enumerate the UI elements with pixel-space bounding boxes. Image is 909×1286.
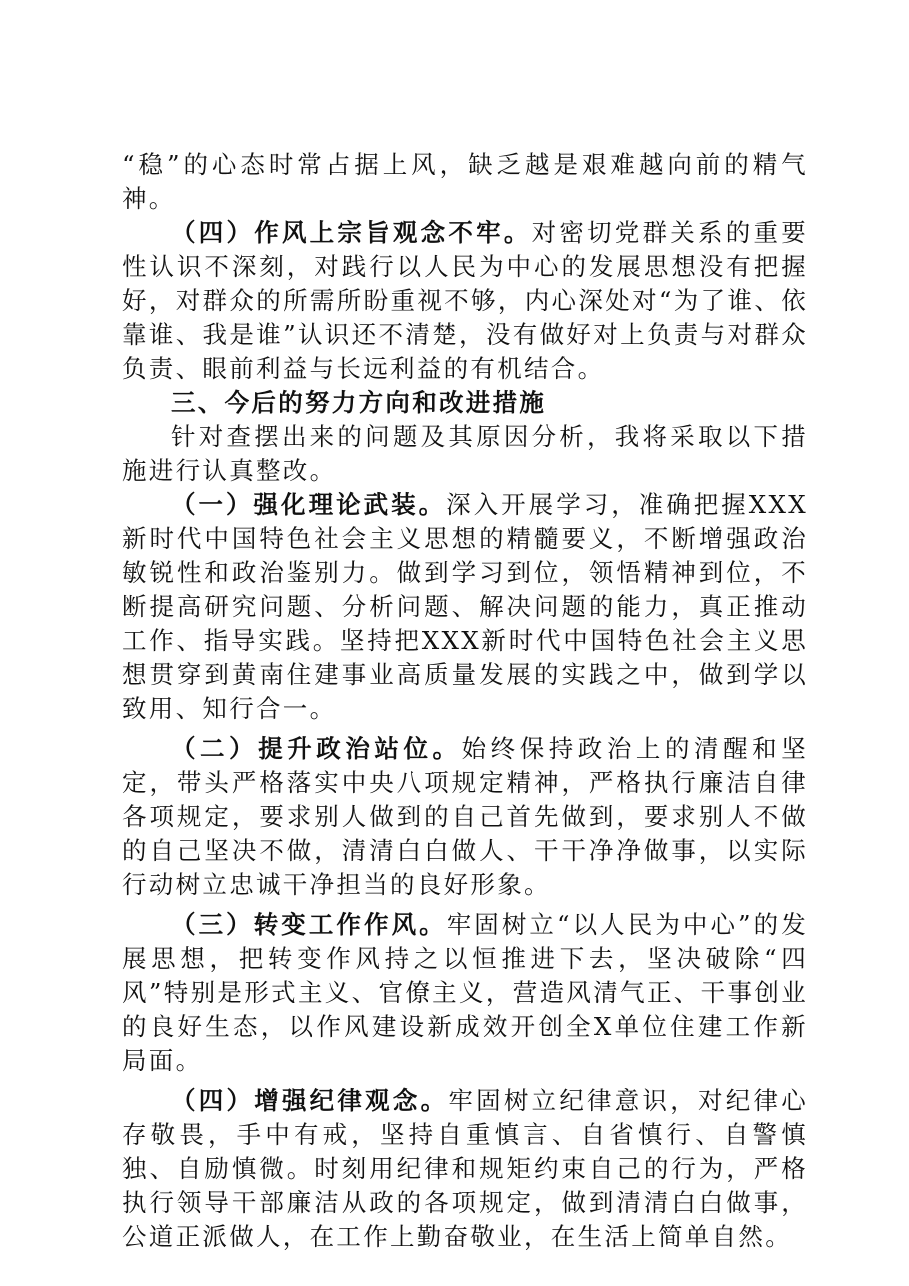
paragraph-lead: （三）转变工作作风。 [171, 910, 447, 939]
paragraph-text: 牢固树立“以人民为中心”的发展思想，把转变作风持之以恒推进下去，坚决破除“四风”特别是形式主义、官僚主义，营造风清气正、干事创业的良好生态，以作风建设新成效开创全X单位住建工作新局面。 [122, 910, 809, 1075]
paragraph-text: “稳”的心态时常占据上风，缺乏越是艰难越向前的精气神。 [122, 150, 808, 213]
paragraph-text: 始终保持政治上的清醒和坚定，带头严格落实中央八项规定精神，严格执行廉洁自律各项规定，要求别人做到的自己首先做到，要求别人不做的自己坚决不做，清清白白做人、干干净净做事，以实际行动树立忠诚干净担当的良好形象。 [122, 734, 809, 899]
paragraph-lead: （二）提升政治站位。 [171, 734, 462, 763]
paragraph-measure-work-style [122, 908, 808, 1078]
paragraph-lead: （四）增强纪律观念。 [171, 1086, 449, 1115]
paragraph-text: 针对查摆出来的问题及其原因分析，我将采取以下措施进行认真整改。 [122, 422, 808, 485]
paragraph-section-intro [122, 420, 808, 488]
paragraph-work-style-issue [122, 216, 808, 386]
section-title: 三、今后的努力方向和改进措施 [171, 388, 547, 417]
paragraph-intro-tail [122, 148, 808, 216]
paragraph-text: 牢固树立纪律意识，对纪律心存敬畏，手中有戒，坚持自重慎言、自省慎行、自警慎独、自励慎微。时刻用纪律和规矩约束自己的行为，严格执行领导干部廉洁从政的各项规定，做到清清白白做事，公道正派做人，在工作上勤奋敬业，在生活上简单自然。 [122, 1086, 809, 1251]
paragraph-lead: （四）作风上宗旨观念不牢。 [171, 218, 532, 247]
paragraph-measure-discipline [122, 1084, 808, 1254]
paragraph-text: 对密切党群关系的重要性认识不深刻，对践行以人民为中心的发展思想没有把握好，对群众的所需所盼重视不够，内心深处对“为了谁、依靠谁、我是谁”认识还不清楚，没有做好对上负责与对群众负责、眼前利益与长远利益的有机结合。 [122, 218, 809, 383]
paragraph-text: 深入开展学习，准确把握XXX新时代中国特色社会主义思想的精髓要义，不断增强政治敏锐性和政治鉴别力。做到学习到位，领悟精神到位，不断提高研究问题、分析问题、解决问题的能力，真正推动工作、指导实践。坚持把XXX新时代中国特色社会主义思想贯穿到黄南住建事业高质量发展的实践之中，做到学以致用、知行合一。 [122, 490, 809, 723]
paragraph-lead: （一）强化理论武装。 [171, 490, 447, 519]
paragraph-measure-theory [122, 488, 808, 726]
section-heading-improvement [122, 386, 808, 420]
paragraph-measure-political [122, 732, 808, 902]
document-body [122, 148, 808, 1254]
